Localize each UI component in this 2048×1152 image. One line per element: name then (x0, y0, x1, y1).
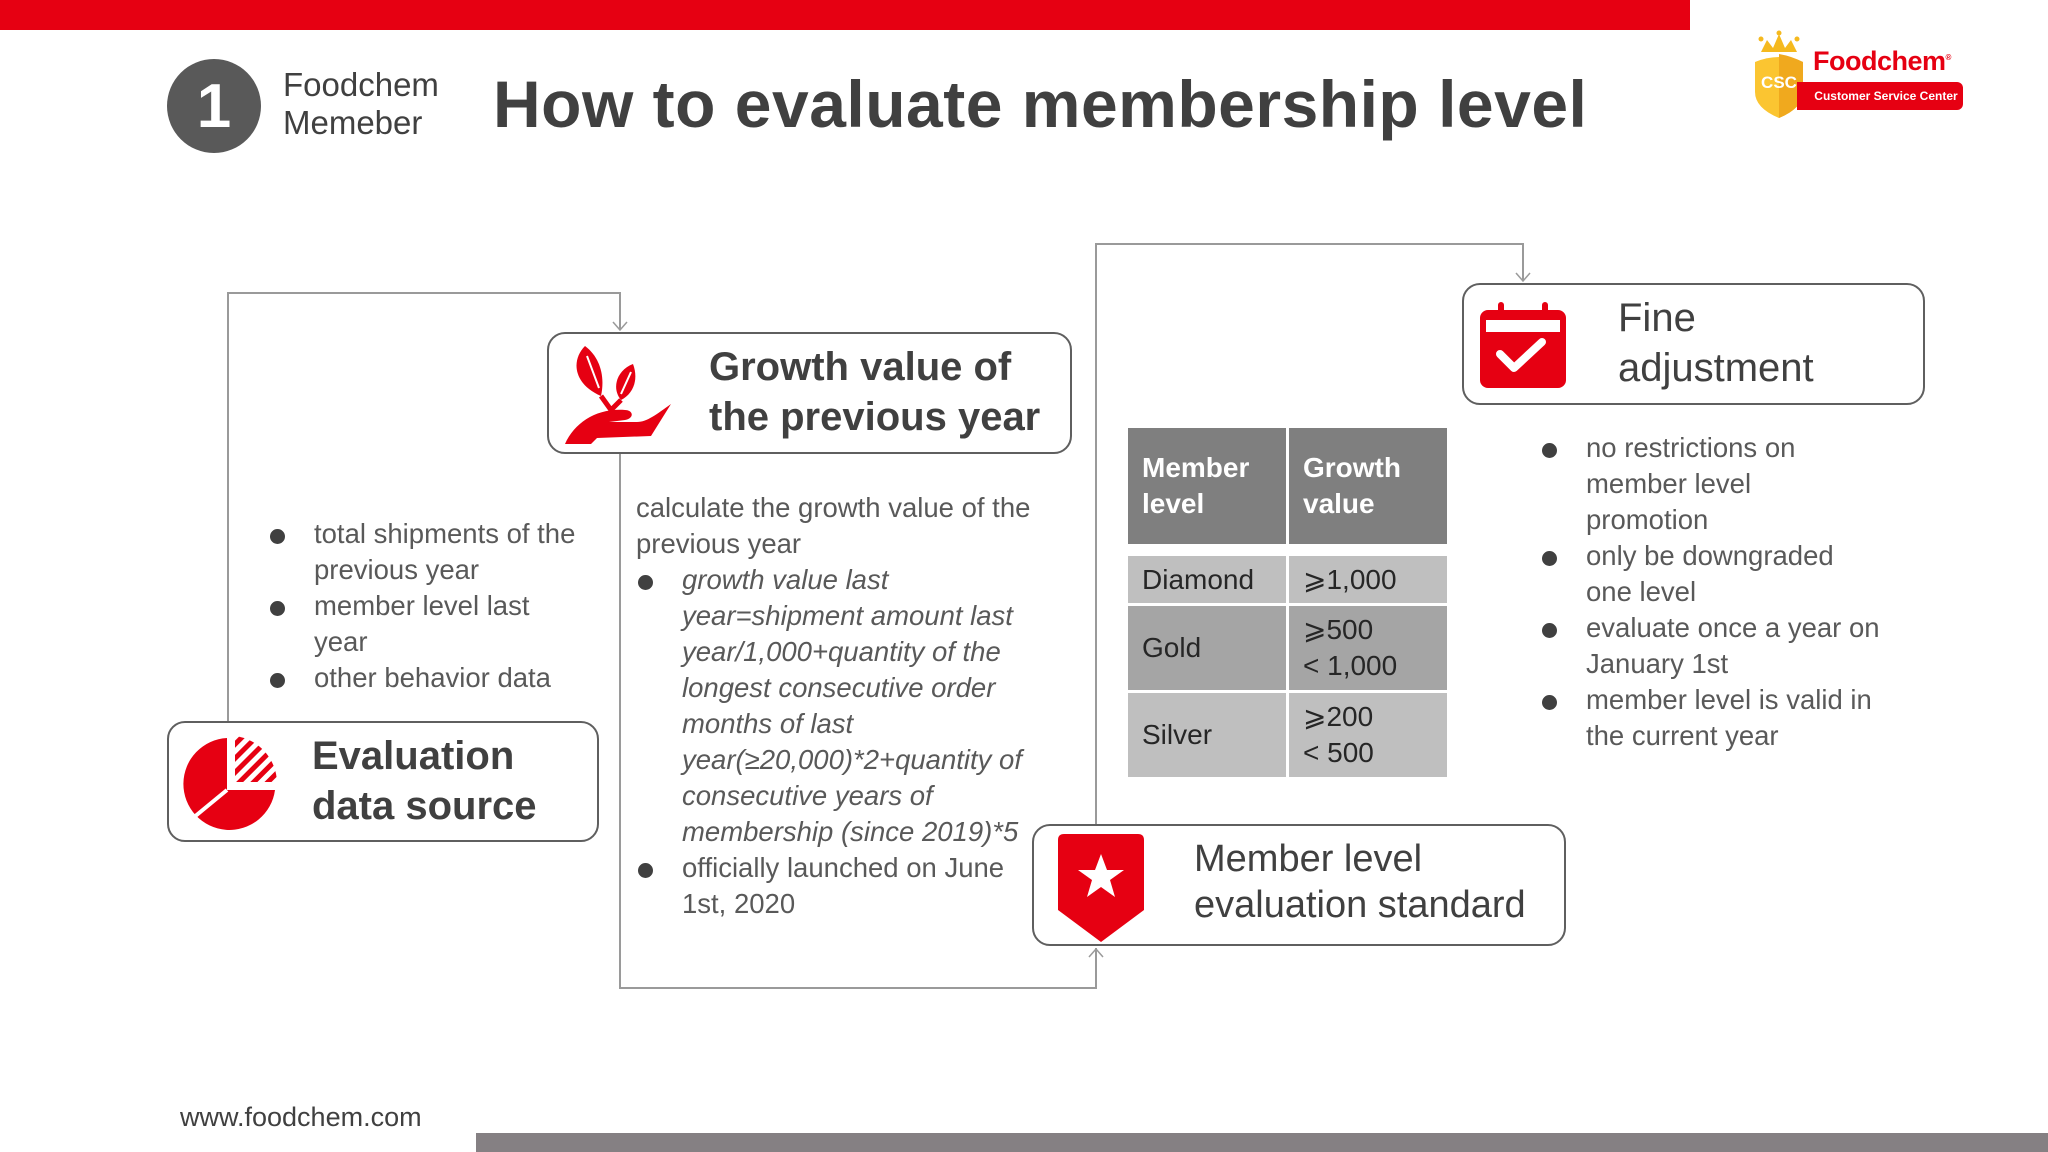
page-title: How to evaluate membership level (493, 67, 1588, 141)
plant-in-hand-icon (561, 340, 673, 450)
list-item: growth value last year=shipment amount last year/1,000+quantity of the longest consecutive order months of last year(≥20,000)*2+quantity of consecutive years of membership (since 2019)*5 (636, 562, 1056, 850)
section-label-line1: Foodchem (283, 66, 439, 103)
growth-value-intro: calculate the growth value of the previous year (636, 492, 1031, 559)
arrow-down-icon (1515, 272, 1531, 282)
list-item: total shipments of the previous year (268, 516, 588, 588)
card-title-line2: evaluation standard (1194, 884, 1526, 926)
card-title (709, 342, 1040, 442)
list-item: member level last year (268, 588, 588, 660)
list-item: other behavior data (268, 660, 588, 696)
level-cell: Gold (1128, 606, 1286, 690)
card-title-line2: data source (312, 784, 537, 828)
value-cell (1289, 606, 1447, 690)
footer-bar (476, 1133, 2048, 1152)
card-title (312, 731, 537, 831)
level-cell: Diamond (1128, 547, 1286, 603)
data-source-bullets (268, 516, 588, 696)
connector-line (227, 292, 229, 722)
arrow-up-icon (1088, 948, 1104, 958)
table-row (1128, 547, 1447, 603)
value-cell (1289, 547, 1447, 603)
top-accent-bar (0, 0, 1690, 30)
table-header: Member level (1128, 428, 1286, 544)
list-item: evaluate once a year on January 1st (1540, 610, 1880, 682)
table-header: Growth value (1289, 428, 1447, 544)
list-item: officially launched on June 1st, 2020 (636, 850, 1056, 922)
section-label (283, 66, 439, 142)
csc-logo (1753, 30, 1963, 120)
pie-chart-icon (177, 728, 285, 836)
value-line: < 1,000 (1303, 650, 1398, 681)
svg-text:CSC: CSC (1761, 73, 1797, 92)
growth-value-card (547, 332, 1072, 454)
value-line: ⩾200 (1303, 701, 1374, 732)
value-line: ⩾500 (1303, 614, 1374, 645)
step-number-badge: 1 (167, 59, 261, 153)
card-title-line1: Member level (1194, 838, 1423, 880)
level-cell: Silver (1128, 693, 1286, 777)
arrow-down-icon (612, 321, 628, 331)
member-level-table (1125, 425, 1450, 780)
connector-line (619, 453, 621, 989)
value-cell (1289, 693, 1447, 777)
fine-adjustment-card (1462, 283, 1925, 405)
connector-line (619, 987, 1097, 989)
evaluation-data-source-card (167, 721, 599, 842)
table-row (1128, 606, 1447, 690)
connector-line (1095, 243, 1097, 826)
value-line: ⩾1,000 (1303, 563, 1397, 595)
registered-mark: ® (1945, 53, 1951, 62)
star-badge-icon (1058, 834, 1144, 944)
calendar-check-icon (1480, 302, 1566, 388)
section-label-line2: Memeber (283, 104, 423, 141)
card-title (1194, 836, 1526, 928)
table-row (1128, 693, 1447, 777)
list-item: only be downgraded one level (1540, 538, 1880, 610)
connector-line (1095, 243, 1524, 245)
card-title-line1: Evaluation (312, 734, 515, 778)
list-item: no restrictions on member level promotion (1540, 430, 1880, 538)
growth-value-bullets (636, 562, 1056, 922)
fine-adjustment-bullets (1540, 430, 1880, 754)
logo-brand-text: Foodchem (1813, 46, 1946, 76)
footer-website-link[interactable]: www.foodchem.com (180, 1102, 422, 1132)
logo-subtitle: Customer Service Center (1797, 82, 1963, 110)
card-title (1618, 293, 1814, 393)
evaluation-standard-card (1032, 824, 1566, 946)
card-title-line1: Fine (1618, 296, 1696, 340)
card-title-line2: the previous year (709, 395, 1041, 439)
card-title-line2: adjustment (1618, 346, 1814, 390)
logo-brand-name (1813, 46, 1951, 77)
list-item: member level is valid in the current year (1540, 682, 1880, 754)
card-title-line1: Growth value of (709, 345, 1012, 389)
value-line: < 500 (1303, 737, 1374, 768)
connector-line (227, 292, 621, 294)
